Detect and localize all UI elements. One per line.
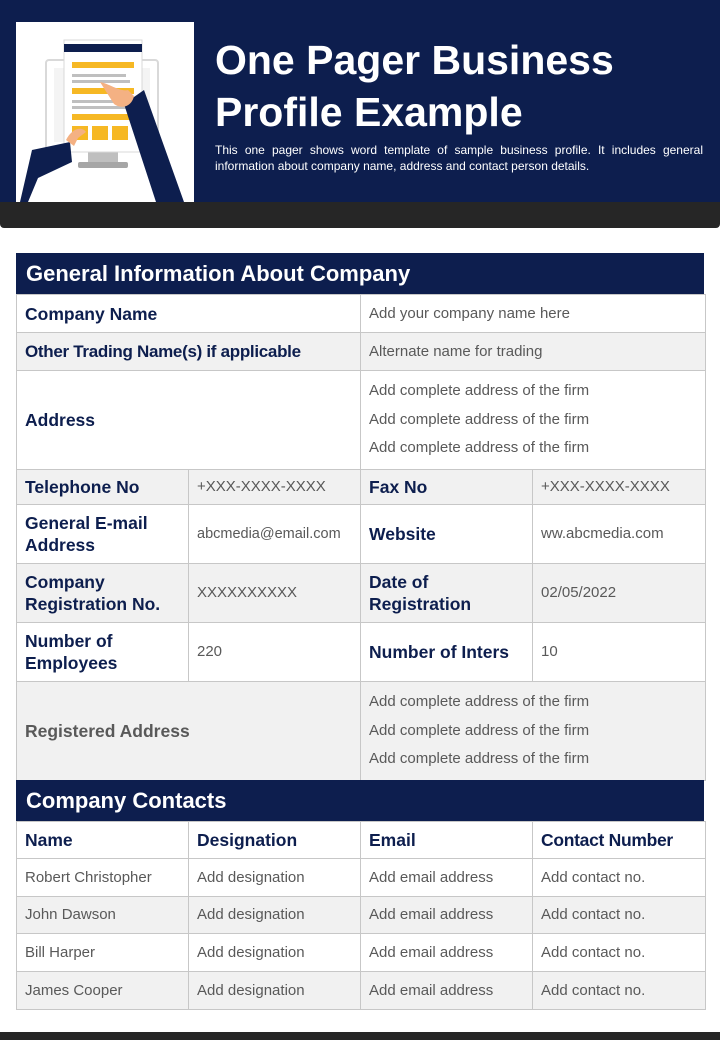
contact-email: Add email address — [361, 859, 533, 897]
registration-no-label: Company Registration No. — [17, 564, 189, 623]
general-info-table — [16, 294, 706, 781]
telephone-label: Telephone No — [17, 470, 189, 505]
trading-name-row — [17, 333, 706, 371]
fax-value: +XXX-XXXX-XXXX — [533, 470, 706, 505]
company-name-label: Company Name — [17, 295, 361, 333]
website-value: ww.abcmedia.com — [533, 505, 706, 564]
contact-email: Add email address — [361, 897, 533, 934]
contact-designation: Add designation — [189, 972, 361, 1010]
interns-value: 10 — [533, 623, 706, 682]
contact-designation: Add designation — [189, 897, 361, 934]
contact-designation: Add designation — [189, 859, 361, 897]
address-line: Add complete address of the firm — [369, 693, 590, 711]
header-divider-bar — [0, 202, 720, 228]
registered-address-value — [361, 682, 706, 781]
column-header-email: Email — [361, 822, 533, 859]
company-name-row — [17, 295, 706, 333]
address-row — [17, 371, 706, 470]
address-value — [361, 371, 706, 470]
page-description: This one pager shows word template of sample business profile. It includes general information about company name, address and contact person details. — [215, 143, 703, 173]
table-row — [17, 897, 706, 934]
contact-name: Bill Harper — [17, 934, 189, 972]
address-line: Add complete address of the firm — [369, 439, 590, 457]
general-info-heading: General Information About Company — [16, 253, 704, 294]
column-header-name: Name — [17, 822, 189, 859]
contacts-header-row — [17, 822, 706, 859]
registration-date-label: Date of Registration — [361, 564, 533, 623]
column-header-contact-number: Contact Number — [533, 822, 706, 859]
email-label: General E-mail Address — [17, 505, 189, 564]
telephone-value: +XXX-XXXX-XXXX — [189, 470, 361, 505]
registered-address-label: Registered Address — [17, 682, 361, 781]
contact-name: Robert Christopher — [17, 859, 189, 897]
company-name-value: Add your company name here — [361, 295, 706, 333]
page-title: One Pager Business Profile Example — [215, 37, 614, 135]
fax-label: Fax No — [361, 470, 533, 505]
address-line: Add complete address of the firm — [369, 410, 590, 428]
table-row — [17, 859, 706, 897]
address-label: Address — [17, 371, 361, 470]
company-contacts-heading: Company Contacts — [16, 780, 704, 821]
table-row — [17, 972, 706, 1010]
document-illustration — [16, 22, 194, 202]
registration-date-value: 02/05/2022 — [533, 564, 706, 623]
address-line: Add complete address of the firm — [369, 721, 590, 739]
registration-no-value: XXXXXXXXXX — [189, 564, 361, 623]
contact-name: John Dawson — [17, 897, 189, 934]
trading-name-label: Other Trading Name(s) if applicable — [17, 333, 361, 371]
registration-row — [17, 564, 706, 623]
contact-name: James Cooper — [17, 972, 189, 1010]
contact-number: Add contact no. — [533, 897, 706, 934]
contact-number: Add contact no. — [533, 934, 706, 972]
address-line: Add complete address of the firm — [369, 382, 590, 400]
column-header-designation: Designation — [189, 822, 361, 859]
contact-email: Add email address — [361, 972, 533, 1010]
contact-email: Add email address — [361, 934, 533, 972]
contact-number: Add contact no. — [533, 859, 706, 897]
contacts-table — [16, 821, 706, 1010]
email-website-row — [17, 505, 706, 564]
employees-value: 220 — [189, 623, 361, 682]
telephone-fax-row — [17, 470, 706, 505]
footer-bar — [0, 1032, 720, 1040]
contact-number: Add contact no. — [533, 972, 706, 1010]
contact-designation: Add designation — [189, 934, 361, 972]
interns-label: Number of Inters — [361, 623, 533, 682]
table-row — [17, 934, 706, 972]
address-line: Add complete address of the firm — [369, 750, 590, 768]
employees-label: Number of Employees — [17, 623, 189, 682]
trading-name-value: Alternate name for trading — [361, 333, 706, 371]
employees-row — [17, 623, 706, 682]
website-label: Website — [361, 505, 533, 564]
email-value: abcmedia@email.com — [189, 505, 361, 564]
registered-address-row — [17, 682, 706, 781]
